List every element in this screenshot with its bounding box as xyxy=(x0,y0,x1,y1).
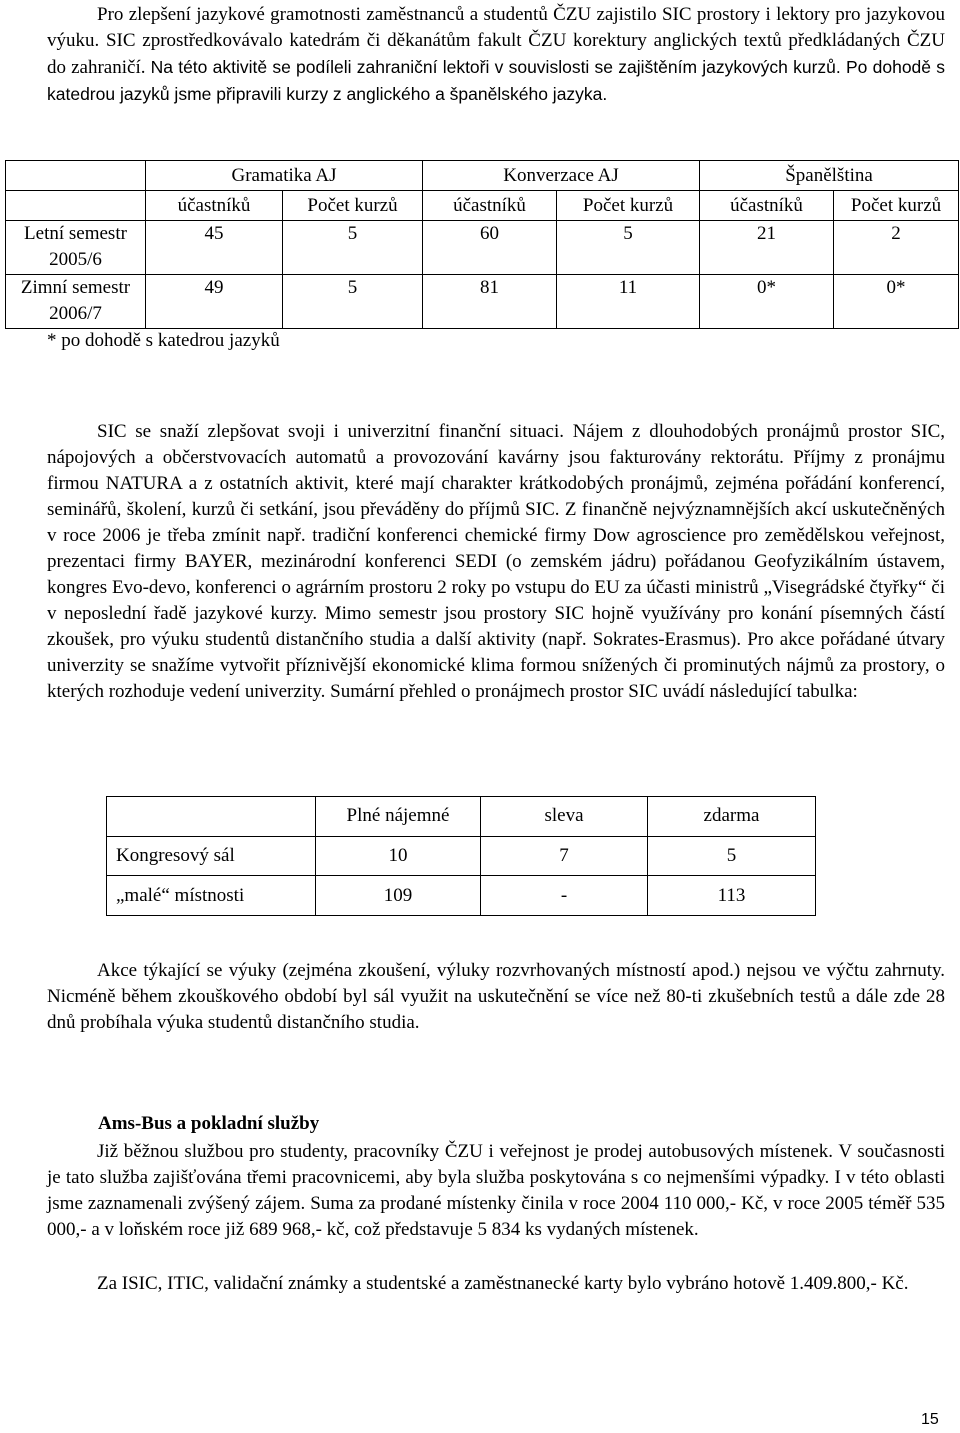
intro-sentence-2: Na této aktivitě se podíleli zahraniční lektoři v souvislosti se zajištěním jazykových kurzů. xyxy=(150,57,841,77)
rental-header-cell: Plné nájemné xyxy=(316,797,481,837)
row-label: Zimní semestr 2006/7 xyxy=(6,275,146,329)
amsbus-paragraph-1: Již běžnou službou pro studenty, pracovníky ČZU i veřejnost je prodej autobusových místenek. V současnosti je tato služba zajišťována třemi pracovnicemi, aby byla služba poskytována s co nejmenšími výpadky. I v této oblasti jsme zaznamenali zvýšený zájem. Suma za prodané místenky činila v roce 2004 110 000,- Kč, v roce 2005 téměř 535 000,- a v loňském roce již 689 968,- kč, což představuje 5 834 ks vydaných místenek. xyxy=(47,1141,945,1240)
course-group-gramatika: Gramatika AJ xyxy=(146,161,423,191)
table-cell: 0* xyxy=(700,275,834,329)
intro-sentence-1: Pro zlepšení jazykové gramotnosti zaměstnanců a studentů ČZU zajistilo SIC prostory i lektory pro jazykovou výuku. SIC zprostředkovávalo katedrám či děkanátům fakult ČZU korektury anglických textů předkládaných ČZU do zahraničí. xyxy=(47,4,945,78)
table-cell: 60 xyxy=(423,221,557,275)
finance-paragraph: SIC se snaží zlepšovat svoji i univerzitní finanční situaci. Nájem z dlouhodobých pronájmů prostor SIC, nápojových a občerstvovacích automatů a provozování kavárny jsou fakturovány rektorátu. Příjmy z pronájmu firmou NATURA a z ostatních aktivit, které mají charakter krátkodobých pronájmů, zejména pořádání konferencí, seminářů, školení, kurzů či setkání, jsou převáděny do příjmů SIC. Z finančně nejvýznamnějších akcí uskutečněných v roce 2006 je třeba zmínit např. tradiční konferenci chemické firmy Dow agroscience pro zemědělskou veřejnost, prezentaci firmy BAYER, mezinárodní konferenci SEDI (o zemském jádru) pořádanou Geofyzikálním ústavem, kongres Evo-devo, konferenci o agrárním prostoru 2 roky po vstupu do EU za účasti ministrů „Visegrádské čtyřky“ či v neposlední řadě jazykové kurzy. Mimo semestr jsou prostory SIC hojně využívány pro konání písemných částí zkoušek, pro výuku studentů distančního studia a další aktivity (např. Sokrates-Erasmus). Pro akce pořádané útvary univerzity se snažíme vytvořit příznivější ekonomické klima formou snížených či prominutých nájmů za prostory, o kterých rozhoduje vedení univerzity. Sumární přehled o pronájmech prostor SIC uvádí následující tabulka: xyxy=(47,421,945,702)
section-heading-amsbus: Ams-Bus a pokladní služby xyxy=(98,1113,320,1134)
table-cell: 7 xyxy=(481,836,648,876)
table-cell: 11 xyxy=(557,275,700,329)
rental-table-corner xyxy=(107,797,316,837)
subheader-cell: Počet kurzů xyxy=(283,191,423,221)
table-cell: 10 xyxy=(316,836,481,876)
exam-paragraph: Akce týkající se výuky (zejména zkoušení, výluky rozvrhovaných místností apod.) nejsou ve výčtu zahrnuty. Nicméně během zkouškového období byl sál využit na uskutečnění se více než 80-ti zkušebních testů a dále zde 28 dnů probíhala výuka studentů distančního studia. xyxy=(47,960,945,1033)
table-cell: 45 xyxy=(146,221,283,275)
table-cell: 5 xyxy=(557,221,700,275)
table-cell: 0* xyxy=(834,275,959,329)
subheader-cell: Počet kurzů xyxy=(834,191,959,221)
table-cell: 2 xyxy=(834,221,959,275)
table-cell: 5 xyxy=(283,221,423,275)
course-table-subheader xyxy=(6,191,959,221)
table-cell: 109 xyxy=(316,876,481,916)
subheader-cell: účastníků xyxy=(700,191,834,221)
subheader-cell: účastníků xyxy=(146,191,283,221)
course-group-spanelstina: Španělština xyxy=(700,161,959,191)
row-label: Letní semestr 2005/6 xyxy=(6,221,146,275)
course-group-konverzace: Konverzace AJ xyxy=(423,161,700,191)
table-row xyxy=(107,836,816,876)
table-row xyxy=(6,275,959,329)
table-cell: 21 xyxy=(700,221,834,275)
rental-table xyxy=(106,796,816,916)
table-cell: 113 xyxy=(648,876,816,916)
course-table-group-header xyxy=(6,161,959,191)
subheader-cell: Počet kurzů xyxy=(557,191,700,221)
rental-header-cell: sleva xyxy=(481,797,648,837)
table-cell: 5 xyxy=(283,275,423,329)
row-label: „malé“ místnosti xyxy=(107,876,316,916)
table-footnote: * po dohodě s katedrou jazyků xyxy=(47,330,280,351)
table-row xyxy=(107,876,816,916)
course-table xyxy=(5,160,959,329)
intro-sentence-3: Po dohodě s katedrou jazyků jsme připravili kurzy z anglického a španělského jazyka. xyxy=(47,57,945,104)
row-label: Kongresový sál xyxy=(107,836,316,876)
table-cell: - xyxy=(481,876,648,916)
table-cell: 49 xyxy=(146,275,283,329)
rental-header-cell: zdarma xyxy=(648,797,816,837)
rental-table-header xyxy=(107,797,816,837)
table-cell: 5 xyxy=(648,836,816,876)
page-number: 15 xyxy=(921,1411,939,1428)
intro-paragraph xyxy=(47,2,945,108)
table-cell: 81 xyxy=(423,275,557,329)
amsbus-paragraph-2: Za ISIC, ITIC, validační známky a studentské a zaměstnanecké karty bylo vybráno hotově 1.409.800,- Kč. xyxy=(97,1273,909,1294)
course-table-corner-2 xyxy=(6,191,146,221)
table-row xyxy=(6,221,959,275)
course-table-corner xyxy=(6,161,146,191)
subheader-cell: účastníků xyxy=(423,191,557,221)
